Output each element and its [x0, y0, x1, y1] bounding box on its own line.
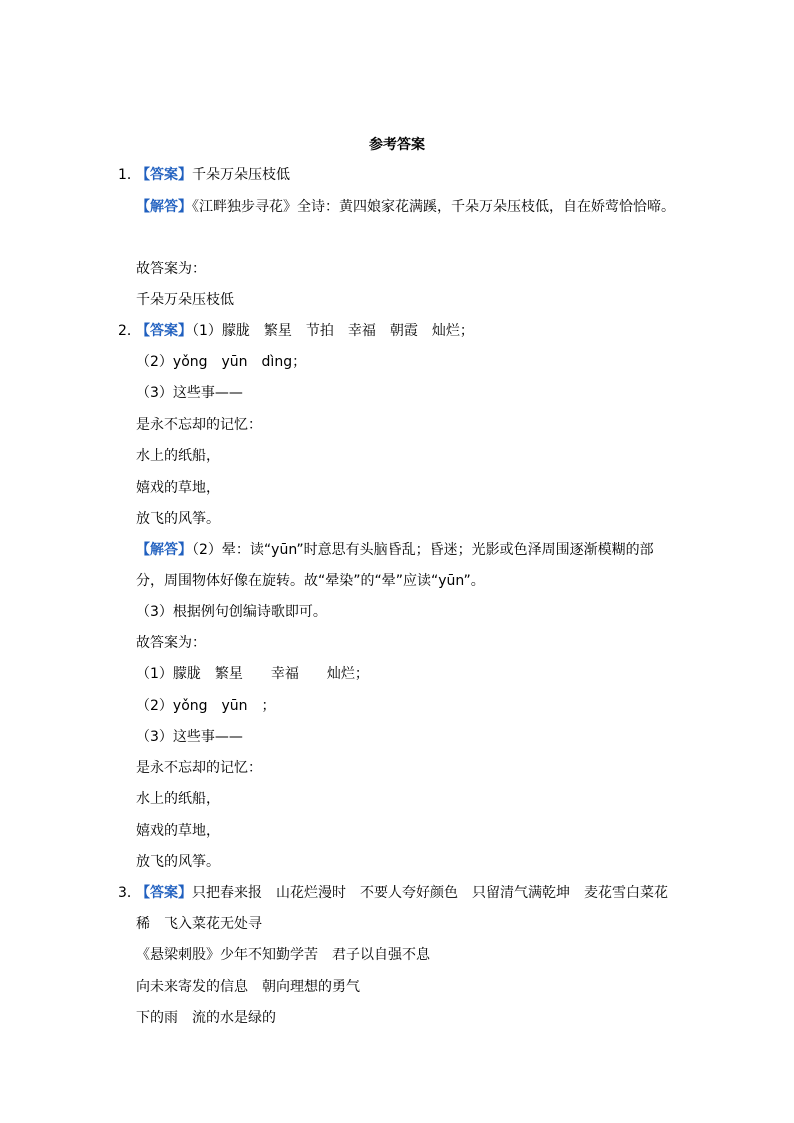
q1-explain-text: 《江畔独步寻花》全诗：黄四娘家花满蹊，千朵万朵压枝低，自在娇莺恰恰啼。 — [192, 199, 675, 215]
q1-explain-line — [136, 197, 675, 217]
q2-explain-text1: （2）晕：读“yūn”时意思有头脑昏乱；昏迷；光影或色泽周围逐渐模糊的部 — [192, 542, 654, 558]
page-title: 参考答案 — [369, 137, 425, 153]
q3-answer-part1: 只把春来报 山花烂漫时 不要人夸好颜色 只留清气满乾坤 麦花雪白菜花 — [192, 885, 668, 901]
q2-final-poem-line4: 放飞的风筝。 — [136, 854, 220, 870]
q2-poem-line1: 是永不忘却的记忆： — [136, 417, 262, 433]
q3-answer-tag: 【答案】 — [136, 885, 192, 901]
q2-final-part3: （3）这些事—— — [136, 729, 243, 745]
q3-number: 3． — [118, 885, 141, 901]
q2-answer-part1: （1）朦胧 繁星 节拍 幸福 朝霞 灿烂； — [192, 323, 474, 339]
q1-explain-tag: 【解答】 — [136, 199, 192, 215]
q2-poem-line4: 放飞的风筝。 — [136, 511, 220, 527]
q1-final-text: 千朵万朵压枝低 — [136, 292, 234, 308]
q3-answer-part2: 稀 飞入菜花无处寻 — [136, 916, 262, 932]
q2-answer-part2: （2）yǒng yūn dìng； — [136, 354, 307, 370]
q2-final-part2: （2）yǒng yūn ； — [136, 698, 276, 714]
q3-answer-part5: 下的雨 流的水是绿的 — [136, 1010, 276, 1026]
q2-answer-tag: 【答案】 — [136, 323, 192, 339]
q2-poem-line3: 嬉戏的草地， — [136, 480, 220, 496]
q3-answer-part3: 《悬梁刺股》少年不知勤学苦 君子以自强不息 — [136, 947, 430, 963]
q2-explain-text2: 分，周围物体好像在旋转。故“晕染”的“晕”应读“yūn”。 — [136, 573, 485, 589]
q2-so-text: 故答案为： — [136, 635, 206, 651]
q2-final-poem-line2: 水上的纸船， — [136, 791, 220, 807]
q1-answer-text: 千朵万朵压枝低 — [192, 167, 290, 183]
q2-explain-text3: （3）根据例句创编诗歌即可。 — [136, 604, 327, 620]
q2-answer-line — [136, 321, 474, 341]
q2-answer-part3: （3）这些事—— — [136, 385, 243, 401]
q2-poem-line2: 水上的纸船， — [136, 448, 220, 464]
q2-final-poem-line1: 是永不忘却的记忆： — [136, 760, 262, 776]
q1-answer-tag: 【答案】 — [136, 167, 192, 183]
q2-explain-line — [136, 540, 654, 560]
q2-explain-tag: 【解答】 — [136, 542, 192, 558]
q2-number: 2． — [118, 323, 141, 339]
q1-answer-line — [136, 165, 290, 185]
q3-answer-part4: 向未来寄发的信息 朝向理想的勇气 — [136, 979, 360, 995]
q2-final-poem-line3: 嬉戏的草地， — [136, 823, 220, 839]
q1-number: 1． — [118, 167, 141, 183]
q1-so-text: 故答案为： — [136, 261, 206, 277]
q3-answer-line — [136, 883, 668, 903]
q2-final-part1: （1）朦胧 繁星 幸福 灿烂； — [136, 666, 369, 682]
